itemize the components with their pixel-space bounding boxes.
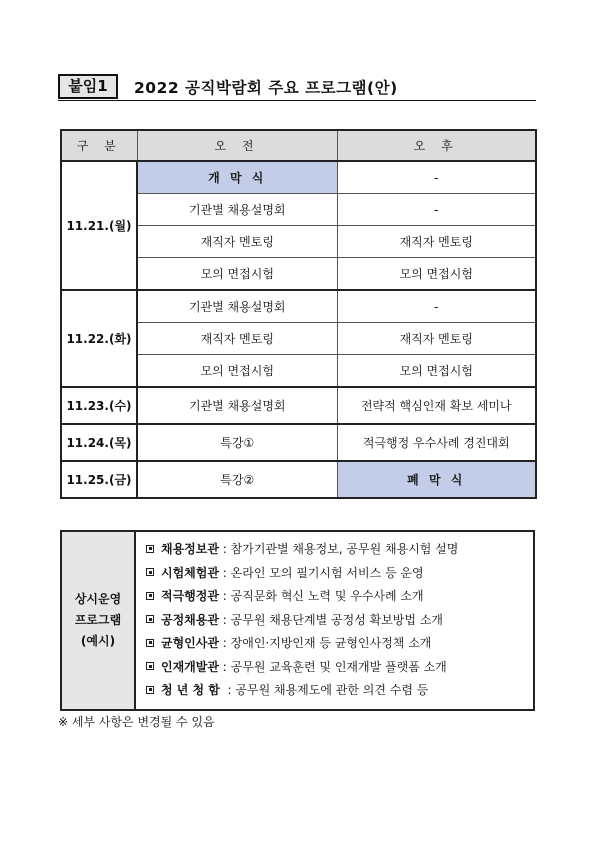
- booth-description: : 공무원 채용단계별 공정성 확보방법 소개: [218, 612, 443, 627]
- footnote: ※ 세부 사항은 변경될 수 있음: [58, 715, 215, 729]
- square-bullet-icon: [146, 686, 154, 694]
- label-line: (예시): [80, 633, 116, 648]
- schedule-cell: 특강①: [137, 424, 337, 461]
- schedule-cell: 재직자 멘토링: [137, 226, 337, 258]
- schedule-cell: 기관별 채용설명회: [137, 387, 337, 424]
- schedule-cell: 재직자 멘토링: [137, 323, 337, 355]
- schedule-cell: 모의 면접시험: [137, 355, 337, 388]
- opening-ceremony-cell: 개 막 식: [137, 161, 337, 194]
- schedule-cell: 적극행정 우수사례 경진대회: [337, 424, 536, 461]
- permanent-programs-list: [135, 531, 534, 710]
- list-item: [146, 562, 533, 586]
- schedule-cell: 재직자 멘토링: [337, 226, 536, 258]
- col-header-morning: 오 전: [137, 130, 337, 161]
- square-bullet-icon: [146, 592, 154, 600]
- closing-ceremony-cell: 폐 막 식: [337, 461, 536, 498]
- title-underline: [58, 100, 536, 101]
- attachment-tag: 붙임1: [58, 74, 118, 99]
- permanent-programs-label: [61, 531, 135, 710]
- schedule-cell: -: [337, 194, 536, 226]
- booth-name: 균형인사관: [161, 636, 219, 650]
- booth-description: : 참가기관별 채용정보, 공무원 채용시험 설명: [218, 542, 459, 556]
- square-bullet-icon: [146, 639, 154, 647]
- schedule-cell: 전략적 핵심인재 확보 세미나: [337, 387, 536, 424]
- list-item: [146, 656, 533, 680]
- booth-description: : 장애인·지방인재 등 균형인사정책 소개: [218, 636, 432, 650]
- list-item: [146, 538, 533, 562]
- booth-name: 적극행정관: [161, 589, 219, 603]
- label-line: 상시운영: [74, 591, 122, 606]
- schedule-cell: 기관별 채용설명회: [137, 290, 337, 323]
- col-header-afternoon: 오 후: [337, 130, 536, 161]
- square-bullet-icon: [146, 545, 154, 553]
- col-header-division: 구 분: [61, 130, 137, 161]
- list-item: [146, 679, 533, 703]
- booth-description: : 공무원 채용제도에 관한 의견 수렴 등: [219, 683, 429, 697]
- schedule-cell: 기관별 채용설명회: [137, 194, 337, 226]
- day-cell-1123: 11.23.(수): [61, 387, 137, 424]
- schedule-cell: 모의 면접시험: [337, 355, 536, 388]
- list-item: [146, 585, 533, 609]
- booth-name: 공정채용관: [161, 612, 219, 627]
- booth-name: 시험체험관: [161, 565, 219, 580]
- booth-name: 인재개발관: [161, 659, 219, 674]
- booth-description: : 공무원 교육훈련 및 인재개발 플랫폼 소개: [218, 659, 447, 674]
- schedule-cell: -: [337, 290, 536, 323]
- page-title: 2022 공직박람회 주요 프로그램(안): [134, 79, 398, 97]
- permanent-programs-table: [60, 530, 535, 711]
- title-row: [58, 72, 536, 102]
- label-line: 프로그램: [74, 612, 122, 627]
- square-bullet-icon: [146, 615, 154, 623]
- schedule-cell: 모의 면접시험: [137, 258, 337, 291]
- schedule-cell: -: [337, 161, 536, 194]
- day-cell-1122: 11.22.(화): [61, 290, 137, 387]
- booth-description: : 온라인 모의 필기시험 서비스 등 운영: [218, 565, 424, 580]
- schedule-cell: 재직자 멘토링: [337, 323, 536, 355]
- booth-name: 청 년 청 함: [161, 683, 220, 697]
- schedule-cell: 모의 면접시험: [337, 258, 536, 291]
- day-cell-1121: 11.21.(월): [61, 161, 137, 290]
- schedule-table: [60, 129, 537, 499]
- booth-name: 채용정보관: [161, 542, 219, 556]
- square-bullet-icon: [146, 568, 154, 576]
- list-item: [146, 632, 533, 656]
- schedule-cell: 특강②: [137, 461, 337, 498]
- day-cell-1124: 11.24.(목): [61, 424, 137, 461]
- square-bullet-icon: [146, 662, 154, 670]
- booth-description: : 공직문화 혁신 노력 및 우수사례 소개: [218, 589, 424, 603]
- list-item: [146, 609, 533, 633]
- day-cell-1125: 11.25.(금): [61, 461, 137, 498]
